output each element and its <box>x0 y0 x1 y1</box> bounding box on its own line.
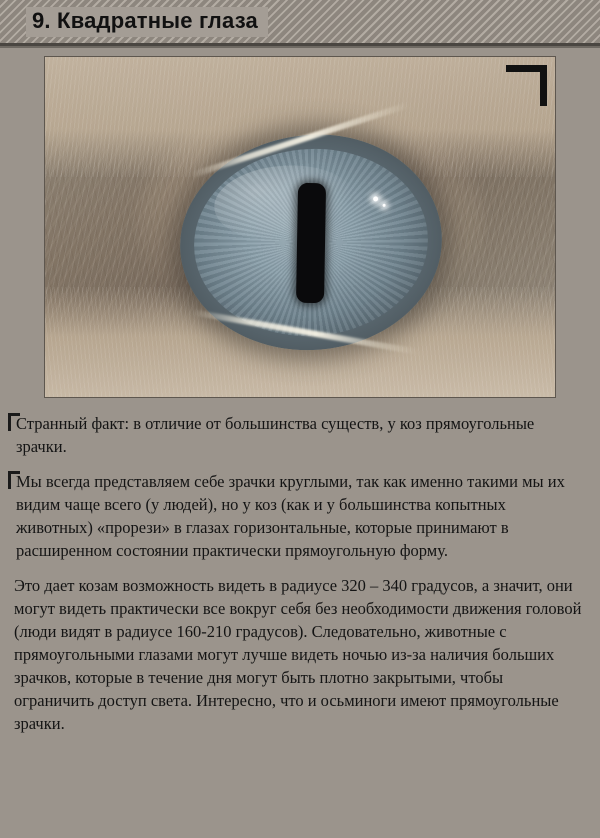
photo-canvas <box>45 57 555 397</box>
page-title: 9. Квадратные глаза <box>26 7 268 37</box>
paragraph-lead-text: Странный факт: в отличие от большинства существ, у коз прямоугольные зрачки. <box>16 414 535 456</box>
header-divider <box>0 43 600 46</box>
paragraph-two-text: Мы всегда представляем себе зрачки круглыми, так как именно такими мы их видим чаще всего (у людей), но у коз (как и у большинства копытных животных) «прорези» в глазах горизонтальные, которые принимают в расширенном состоянии практически прямоугольную форму. <box>16 472 565 560</box>
paragraph-three-text: Это дает козам возможность видеть в радиусе 320 – 340 градусов, а значит, они могут видеть практически все вокруг себя без необходимости движения головой (люди видят в радиусе 160-210 градусов). Следовательно, животные с прямоугольными глазами могут лучше видеть ночью из-за наличия больших зрачков, которые в течение дня могут быть плотно закрытыми, чтобы ограничить доступ света. Интересно, что и осьминоги имеют прямоугольные зрачки. <box>14 576 582 733</box>
paragraph-three <box>0 574 600 735</box>
paragraph-lead <box>0 412 600 458</box>
page-header <box>0 0 600 48</box>
corner-bracket-icon <box>506 65 547 106</box>
rectangular-pupil <box>296 182 326 302</box>
goat-eye-photo <box>45 57 555 397</box>
quote-bracket-icon <box>8 413 20 431</box>
iris-highlight <box>212 161 357 245</box>
article-body <box>0 412 600 747</box>
paragraph-two <box>0 470 600 562</box>
quote-bracket-icon-2 <box>8 471 20 489</box>
